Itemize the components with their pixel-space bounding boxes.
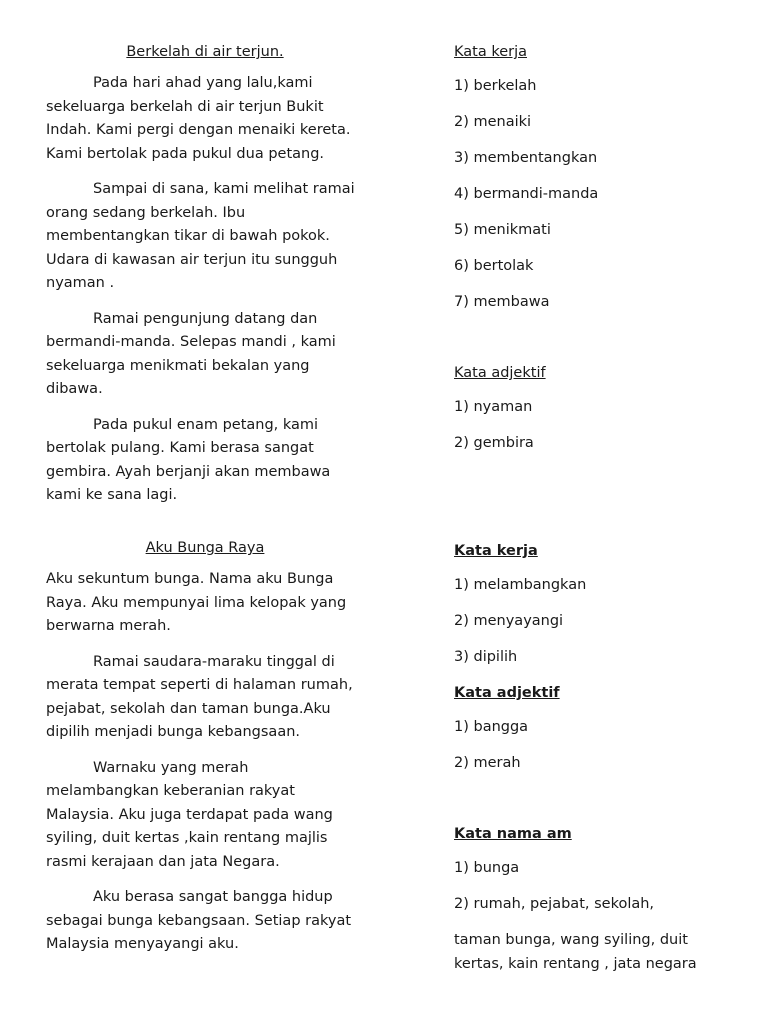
list-item: 2) menyayangi: [454, 613, 564, 629]
notes1-kata-adjektif-heading: Kata adjektif: [454, 365, 546, 381]
list-item-continuation: taman bunga, wang syiling, duit kertas, kain rentang , jata negara: [454, 932, 697, 972]
story2-paragraph-1: Aku sekuntum bunga. Nama aku Bunga Raya. Aku mempunyai lima kelopak yang berwarna merah.: [46, 571, 347, 634]
list-item: 2) merah: [454, 755, 521, 771]
list-item: 1) bangga: [454, 719, 529, 735]
story2-paragraph-2: Ramai saudara-maraku tinggal di merata tempat seperti di halaman rumah, pejabat, sekolah dan taman bunga.Aku dipilih menjadi bunga kebangsaan.: [46, 653, 353, 740]
notes2: [454, 543, 754, 976]
notes2-kata-kerja-heading: Kata kerja: [454, 543, 538, 559]
notes2-kata-adjektif-heading: Kata adjektif: [454, 685, 560, 701]
list-item: 1) berkelah: [454, 78, 537, 94]
list-item: 1) nyaman: [454, 399, 533, 415]
list-item: 2) rumah, pejabat, sekolah,: [454, 896, 655, 912]
notes1-kata-adjektif-list: [454, 399, 754, 452]
story1-paragraph-1: Pada hari ahad yang lalu,kami sekeluarga berkelah di air terjun Bukit Indah. Kami pergi dengan menaiki kereta. Kami bertolak pada pukul dua petang.: [46, 75, 351, 162]
story1: [46, 44, 364, 508]
notes1: [454, 44, 754, 452]
notes2-kata-adjektif-list: [454, 719, 754, 772]
list-item: 1) melambangkan: [454, 577, 587, 593]
list-item: 6) bertolak: [454, 258, 534, 274]
notes1-kata-kerja-list: [454, 78, 754, 311]
list-item: 2) gembira: [454, 435, 534, 451]
list-item: 7) membawa: [454, 294, 550, 310]
list-item: 3) dipilih: [454, 649, 518, 665]
story1-paragraph-2: Sampai di sana, kami melihat ramai orang sedang berkelah. Ibu membentangkan tikar di bawah pokok. Udara di kawasan air terjun itu sungguh nyaman .: [46, 181, 355, 291]
notes1-kata-kerja-heading: Kata kerja: [454, 44, 527, 60]
list-item: 5) menikmati: [454, 222, 551, 238]
story2: [46, 540, 364, 957]
notes2-kata-kerja-list: [454, 577, 754, 666]
story1-paragraph-4: Pada pukul enam petang, kami bertolak pulang. Kami berasa sangat gembira. Ayah berjanji akan membawa kami ke sana lagi.: [46, 416, 331, 503]
story2-title: Aku Bunga Raya: [145, 540, 265, 556]
list-item: 3) membentangkan: [454, 150, 598, 166]
list-item: 1) bunga: [454, 860, 520, 876]
story2-paragraph-3: Warnaku yang merah melambangkan keberanian rakyat Malaysia. Aku juga terdapat pada wang syiling, duit kertas ,kain rentang majlis rasmi kerajaan dan jata Negara.: [46, 759, 333, 870]
notes2-kata-nama-am-list: [454, 860, 754, 976]
story1-paragraph-3: Ramai pengunjung datang dan bermandi-manda. Selepas mandi , kami sekeluarga menikmati bekalan yang dibawa.: [46, 310, 336, 397]
story1-title: Berkelah di air terjun.: [126, 44, 284, 60]
list-item: 2) menaiki: [454, 114, 532, 130]
story2-paragraph-4: Aku berasa sangat bangga hidup sebagai bunga kebangsaan. Setiap rakyat Malaysia menyayangi aku.: [46, 889, 352, 952]
notes2-kata-nama-am-heading: Kata nama am: [454, 826, 572, 842]
list-item: 4) bermandi-manda: [454, 186, 599, 202]
